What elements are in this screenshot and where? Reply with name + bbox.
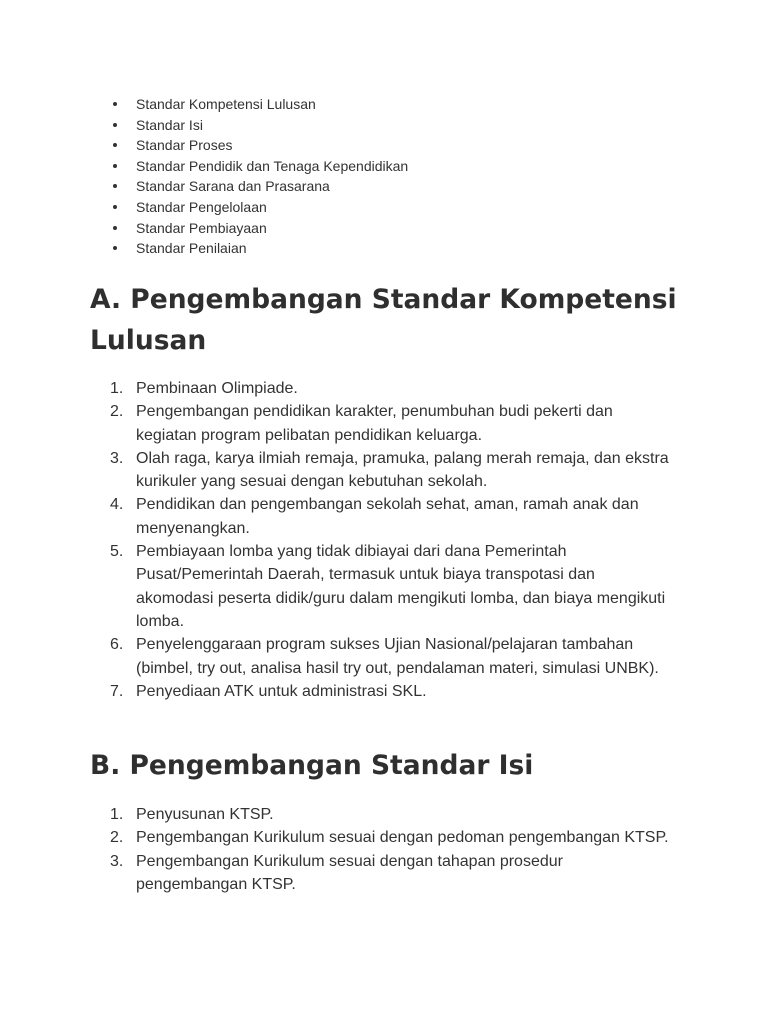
section-a-list	[110, 377, 670, 703]
section-b-heading: B. Pengembangan Standar Isi	[90, 750, 534, 781]
list-item-text: Standar Pembiayaan	[136, 219, 267, 236]
list-item	[110, 94, 408, 115]
list-item-number: 5.	[110, 543, 124, 561]
list-item	[110, 377, 670, 400]
list-item-text: Standar Proses	[136, 137, 233, 154]
list-item	[110, 633, 670, 680]
list-item-text: Standar Isi	[136, 116, 203, 133]
section-a-heading: A. Pengembangan Standar Kompetensi Lulusan	[90, 284, 677, 356]
list-item	[110, 156, 408, 177]
list-item-number: 2.	[110, 403, 124, 421]
list-item	[110, 850, 670, 897]
list-item-text: Standar Pendidik dan Tenaga Kependidikan	[136, 157, 409, 174]
list-item	[110, 803, 670, 826]
list-item-text: Standar Pengelolaan	[136, 198, 267, 215]
bullet-icon	[113, 226, 117, 230]
list-item-text: Pengembangan Kurikulum sesuai dengan tahapan prosedur pengembangan KTSP.	[136, 852, 563, 893]
list-item-text: Olah raga, karya ilmiah remaja, pramuka, palang merah remaja, dan ekstra kurikuler yang sesuai dengan kebutuhan sekolah.	[136, 449, 669, 491]
bullet-icon	[113, 102, 117, 106]
list-item-text: Penyelenggaraan program sukses Ujian Nasional/pelajaran tambahan (bimbel, try out, analisa hasil try out, pendalaman materi, simulasi UNBK).	[136, 636, 659, 677]
list-item	[110, 238, 408, 259]
bullet-icon	[113, 246, 117, 250]
list-item	[110, 493, 670, 540]
list-item-text: Standar Sarana dan Prasarana	[136, 178, 330, 195]
list-item	[110, 540, 670, 633]
list-item-number: 3.	[110, 852, 124, 870]
list-item-number: 7.	[110, 682, 124, 700]
standards-bullet-list	[110, 94, 408, 259]
list-item	[110, 826, 670, 849]
bullet-icon	[113, 205, 117, 209]
list-item	[110, 218, 408, 239]
list-item	[110, 680, 670, 703]
list-item-text: Pembinaan Olimpiade.	[136, 380, 298, 397]
list-item-text: Pendidikan dan pengembangan sekolah sehat, aman, ramah anak dan menyenangkan.	[136, 496, 639, 537]
bullet-icon	[113, 164, 117, 168]
bullet-icon	[113, 184, 117, 188]
list-item-number: 2.	[110, 829, 124, 847]
list-item-number: 1.	[110, 806, 124, 823]
list-item-text: Pembiayaan lomba yang tidak dibiayai dari dana Pemerintah Pusat/Pemerintah Daerah, termasuk untuk biaya transpotasi dan akomodasi peserta didik/guru dalam mengikuti lomba, dan biaya mengikuti lomba.	[136, 543, 666, 630]
list-item-text: Standar Kompetensi Lulusan	[136, 96, 316, 112]
list-item-text: Penyusunan KTSP.	[136, 806, 274, 823]
list-item-number: 4.	[110, 496, 124, 514]
list-item	[110, 135, 408, 156]
section-b-list	[110, 803, 670, 896]
list-item-text: Penyediaan ATK untuk administrasi SKL.	[136, 682, 427, 700]
list-item	[110, 400, 670, 447]
bullet-icon	[113, 143, 117, 147]
list-item	[110, 115, 408, 136]
list-item	[110, 176, 408, 197]
list-item-number: 6.	[110, 636, 124, 654]
list-item-number: 3.	[110, 449, 124, 467]
list-item-number: 1.	[110, 380, 124, 397]
list-item	[110, 447, 670, 494]
bullet-icon	[113, 123, 117, 127]
list-item-text: Pengembangan pendidikan karakter, penumbuhan budi pekerti dan kegiatan program pelibatan pendidikan keluarga.	[136, 403, 613, 444]
list-item-text: Standar Penilaian	[136, 240, 247, 257]
list-item	[110, 197, 408, 218]
list-item-text: Pengembangan Kurikulum sesuai dengan pedoman pengembangan KTSP.	[136, 829, 669, 847]
